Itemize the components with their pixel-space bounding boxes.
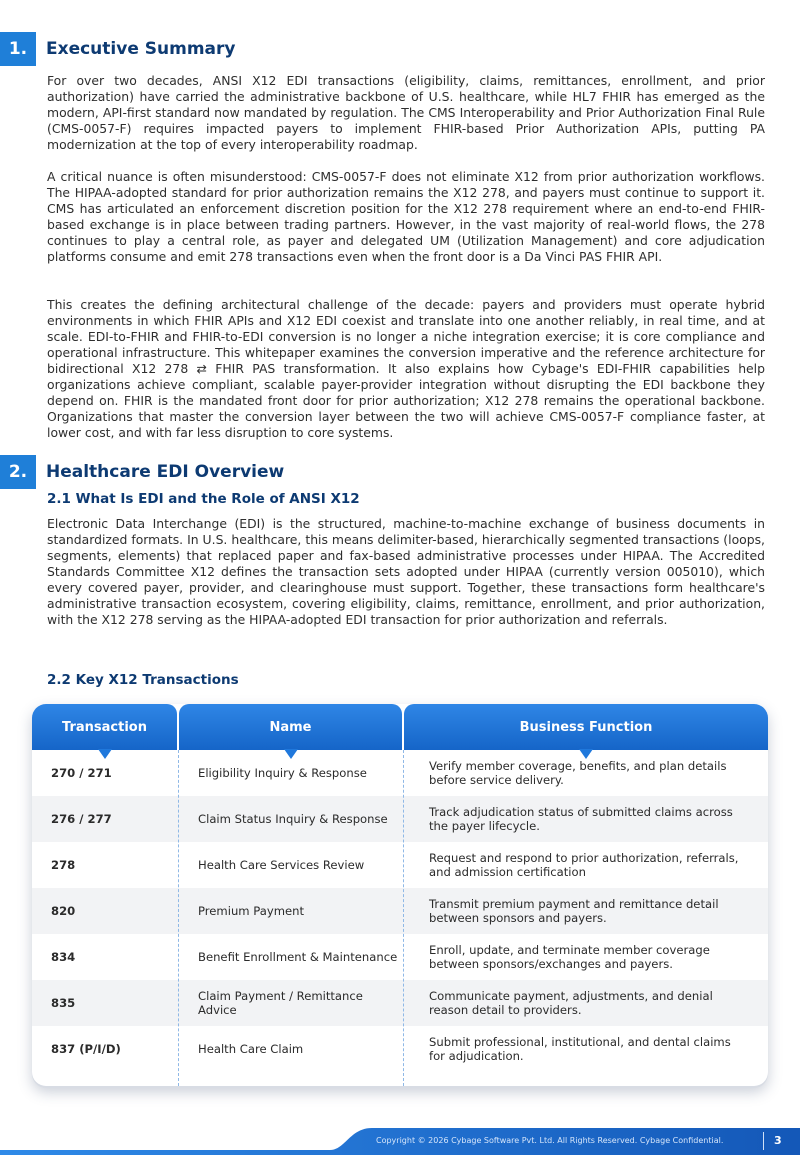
- table-row: [32, 934, 768, 980]
- section-2-heading: [0, 455, 284, 489]
- cell-function: Submit professional, institutional, and dental claims for adjudication.: [429, 1035, 731, 1063]
- section-number: 1.: [0, 32, 36, 66]
- column-header-label: Business Function: [519, 719, 653, 735]
- section-1-heading: [0, 32, 235, 66]
- table-row: [32, 980, 768, 1026]
- x12-transactions-table: [32, 704, 768, 1086]
- cell-function: Track adjudication status of submitted claims across the payer lifecycle.: [429, 805, 733, 833]
- cell-transaction: 270 / 271: [51, 766, 112, 780]
- cell-transaction: 820: [51, 904, 76, 918]
- cell-function: Verify member coverage, benefits, and plan details before service delivery.: [429, 759, 727, 787]
- cell-function: Request and respond to prior authorization, referrals, and admission certification: [429, 851, 739, 879]
- column-header-transaction: [32, 704, 177, 750]
- edi-overview-paragraph: Electronic Data Interchange (EDI) is the structured, machine-to-machine exchange of business documents in standardized formats. In U.S. healthcare, this means delimiter-based, hierarchically segmented transactions (loops, segments, elements) that replaced paper and fax-based administrative processes under HIPAA. The Accredited Standards Committee X12 defines the transaction sets adopted under HIPAA (currently version 005010), which every covered payer, provider, and clearinghouse must support. Together, these transactions form healthcare's administrative transaction ecosystem, covering eligibility, claims, remittance, enrollment, and prior authorization, with the X12 278 serving as the HIPAA-adopted EDI transaction for prior authorization and referrals.: [47, 516, 765, 627]
- cell-name: Eligibility Inquiry & Response: [198, 766, 367, 780]
- table-row: [32, 1026, 768, 1072]
- exec-summary-paragraph-3: This creates the defining architectural challenge of the decade: payers and providers must operate hybrid environments in which FHIR APIs and X12 EDI coexist and translate into one another reliably, in real time, and at scale. EDI-to-FHIR and FHIR-to-EDI conversion is no longer a niche integration exercise; it is core compliance and operational infrastructure. This whitepaper examines the conversion imperative and the reference architecture for bidirectional X12 278 ⇄ FHIR PAS transformation. It also explains how Cybage's EDI-FHIR capabilities help organizations achieve compliant, scalable payer-provider integration without disrupting the EDI backbone they depend on. FHIR is the mandated front door for prior authorization; X12 278 remains the operational backbone. Organizations that master the conversion layer between the two will achieve CMS-0057-F compliance faster, at lower cost, and with far less disruption to core systems.: [47, 297, 765, 440]
- column-header-name: [179, 704, 402, 750]
- footer-separator: [763, 1132, 764, 1150]
- table-row: [32, 750, 768, 796]
- cell-name: Claim Status Inquiry & Response: [198, 812, 388, 826]
- cell-transaction: 837 (P/I/D): [51, 1042, 121, 1056]
- cell-name: Health Care Services Review: [198, 858, 365, 872]
- table-row: [32, 842, 768, 888]
- column-header-label: Name: [269, 719, 312, 735]
- table-header: [32, 704, 768, 750]
- cell-function: Transmit premium payment and remittance detail between sponsors and payers.: [429, 897, 719, 925]
- table-row: [32, 888, 768, 934]
- exec-summary-paragraph-1: For over two decades, ANSI X12 EDI transactions (eligibility, claims, remittances, enrollment, and prior authorization) have carried the administrative backbone of U.S. healthcare, while HL7 FHIR has emerged as the modern, API-first standard now mandated by regulation. The CMS Interoperability and Prior Authorization Final Rule (CMS-0057-F) requires impacted payers to implement FHIR-based Prior Authorization APIs, putting PA modernization at the top of every interoperability roadmap.: [47, 73, 765, 152]
- cell-transaction: 834: [51, 950, 76, 964]
- column-divider: [403, 750, 404, 1086]
- exec-summary-paragraph-2: A critical nuance is often misunderstood: CMS-0057-F does not eliminate X12 from prior authorization workflows. The HIPAA-adopted standard for prior authorization remains the X12 278, and payers must continue to support it. CMS has articulated an enforcement discretion position for the X12 278 requirement where an end-to-end FHIR-based exchange is in place between trading partners. However, in the vast majority of real-world flows, the 278 continues to play a central role, as payer and delegated UM (Utilization Management) and core adjudication platforms consume and emit 278 transactions even when the front door is a Da Vinci PAS FHIR API.: [47, 169, 765, 264]
- section-title: Healthcare EDI Overview: [46, 462, 285, 482]
- cell-transaction: 278: [51, 858, 76, 872]
- subsection-2-2-title: 2.2 Key X12 Transactions: [47, 672, 239, 688]
- cell-name: Claim Payment / Remittance Advice: [198, 989, 363, 1017]
- table-body: [32, 750, 768, 1072]
- column-divider: [178, 750, 179, 1086]
- column-header-label: Transaction: [62, 719, 147, 735]
- footer-copyright: Copyright © 2026 Cybage Software Pvt. Ltd. All Rights Reserved. Cybage Confidential.: [376, 1136, 724, 1145]
- section-title: Executive Summary: [46, 39, 236, 59]
- subsection-2-1-title: 2.1 What Is EDI and the Role of ANSI X12: [47, 491, 360, 507]
- cell-name: Premium Payment: [198, 904, 305, 918]
- column-header-business-function: [404, 704, 768, 750]
- cell-function: Enroll, update, and terminate member coverage between sponsors/exchanges and payers.: [429, 943, 710, 971]
- page-number: 3: [774, 1134, 782, 1147]
- cell-transaction: 276 / 277: [51, 812, 112, 826]
- table-row: [32, 796, 768, 842]
- cell-transaction: 835: [51, 996, 76, 1010]
- section-number: 2.: [0, 455, 36, 489]
- cell-name: Benefit Enrollment & Maintenance: [198, 950, 398, 964]
- cell-name: Health Care Claim: [198, 1042, 304, 1056]
- cell-function: Communicate payment, adjustments, and denial reason detail to providers.: [429, 989, 713, 1017]
